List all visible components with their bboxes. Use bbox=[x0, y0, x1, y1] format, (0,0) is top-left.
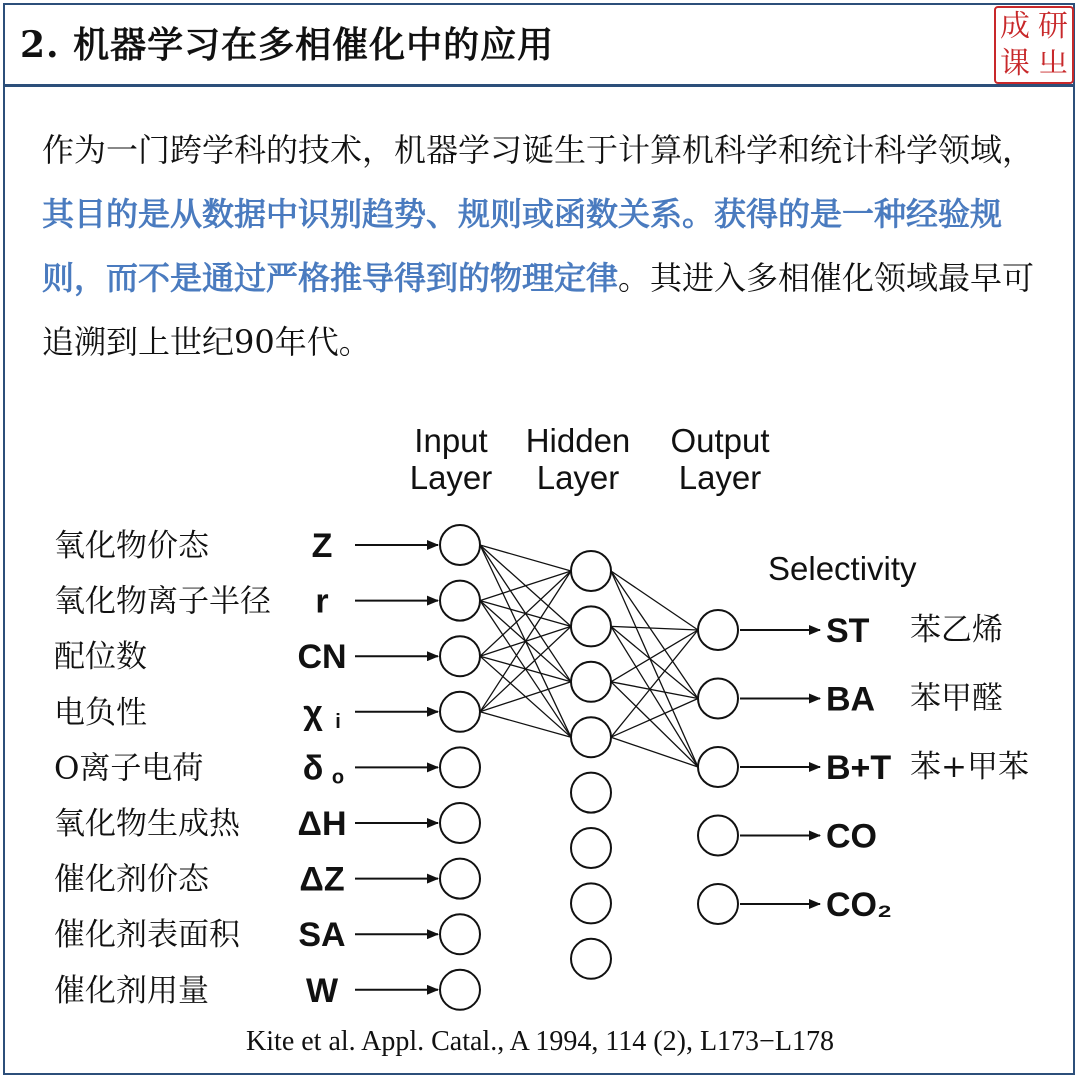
input-node bbox=[440, 859, 480, 899]
output-node bbox=[698, 679, 738, 719]
input-node bbox=[440, 914, 480, 954]
connection-line bbox=[480, 571, 571, 712]
seal-char: 课 bbox=[1000, 45, 1030, 81]
input-label-cn: 催化剂价态 bbox=[54, 861, 209, 898]
hidden-node bbox=[571, 773, 611, 813]
input-symbol-sub: o bbox=[331, 766, 345, 789]
connection-line bbox=[480, 571, 571, 601]
layer-header-line1: Input bbox=[414, 422, 488, 459]
seal-char: 㞢 bbox=[1038, 45, 1068, 81]
hidden-node bbox=[571, 883, 611, 923]
input-node bbox=[440, 692, 480, 732]
connection-line bbox=[611, 682, 698, 767]
input-symbol: SA bbox=[298, 916, 346, 955]
hidden-node bbox=[571, 939, 611, 979]
output-title: Selectivity bbox=[768, 550, 917, 587]
page-title: 2. 机器学习在多相催化中的应用 bbox=[20, 24, 555, 66]
output-node bbox=[698, 610, 738, 650]
input-node bbox=[440, 525, 480, 565]
connection-line bbox=[611, 737, 698, 767]
hidden-node bbox=[571, 662, 611, 702]
input-symbol: W bbox=[305, 971, 339, 1010]
connection-line bbox=[611, 626, 698, 767]
input-label-cn: 氧化物离子半径 bbox=[54, 583, 271, 620]
connection-line bbox=[611, 699, 698, 738]
output-symbol: CO bbox=[826, 817, 877, 856]
hidden-node bbox=[571, 551, 611, 591]
input-label-cn: 电负性 bbox=[54, 694, 147, 731]
output-node bbox=[698, 747, 738, 787]
input-node bbox=[440, 970, 480, 1010]
layer-header-line1: Output bbox=[670, 422, 770, 459]
output-symbol: BA bbox=[826, 680, 876, 719]
connection-line bbox=[611, 630, 698, 737]
input-symbol: CN bbox=[297, 638, 347, 677]
input-node bbox=[440, 636, 480, 676]
input-symbol: ΔH bbox=[297, 805, 347, 843]
output-node bbox=[698, 816, 738, 856]
output-label-cn: 苯乙烯 bbox=[910, 612, 1003, 648]
connection-line bbox=[611, 626, 698, 630]
hidden-node bbox=[571, 828, 611, 868]
hidden-node bbox=[571, 606, 611, 646]
input-symbol: χ bbox=[303, 693, 323, 732]
output-symbol: ST bbox=[826, 612, 870, 650]
layer-header-line2: Layer bbox=[536, 459, 620, 496]
input-symbol: δ bbox=[302, 749, 324, 788]
input-symbol: r bbox=[315, 582, 329, 621]
connection-line bbox=[611, 571, 698, 699]
input-label-cn: 氧化物价态 bbox=[54, 528, 209, 564]
intro-highlight: 其目的是从数据中识别趋势、规则或函数关系。获得的是一种经验规则，而不是通过严格推导得到的物理定律 bbox=[42, 195, 1003, 297]
input-node bbox=[440, 747, 480, 787]
intro-text-1: 作为一门跨学科的技术，机器学习诞生于计算机科学和统计科学领域， bbox=[42, 131, 1035, 169]
output-symbol: B+T bbox=[826, 749, 892, 787]
input-node bbox=[440, 581, 480, 621]
output-label-cn: 苯+甲苯 bbox=[910, 749, 1029, 785]
input-symbol-sub: i bbox=[335, 710, 341, 733]
citation: Kite et al. Appl. Catal., A 1994, 114 (2), L173−L178 bbox=[246, 1026, 834, 1057]
input-symbol: ΔZ bbox=[299, 860, 345, 899]
output-label-cn: 苯甲醛 bbox=[910, 680, 1003, 717]
input-label-cn: 催化剂表面积 bbox=[54, 917, 240, 954]
input-symbol: Z bbox=[311, 527, 333, 565]
layer-header-line2: Layer bbox=[678, 459, 762, 496]
layer-header-line1: Hidden bbox=[525, 422, 631, 459]
seal-char: 研 bbox=[1038, 8, 1068, 44]
input-label-cn: 氧化物生成热 bbox=[54, 806, 240, 842]
intro-text-2: 。其进入多相催化领域最早可追溯到上世纪90年代。 bbox=[42, 259, 1035, 361]
seal-char: 成 bbox=[1000, 8, 1030, 44]
input-node bbox=[440, 803, 480, 843]
output-symbol: CO₂ bbox=[826, 886, 893, 924]
input-label-cn: 催化剂用量 bbox=[54, 972, 209, 1009]
layer-header-line2: Layer bbox=[409, 459, 493, 496]
output-node bbox=[698, 884, 738, 924]
input-label-cn: 配位数 bbox=[54, 639, 147, 676]
input-label-cn: O离子电荷 bbox=[54, 750, 204, 787]
hidden-node bbox=[571, 717, 611, 757]
